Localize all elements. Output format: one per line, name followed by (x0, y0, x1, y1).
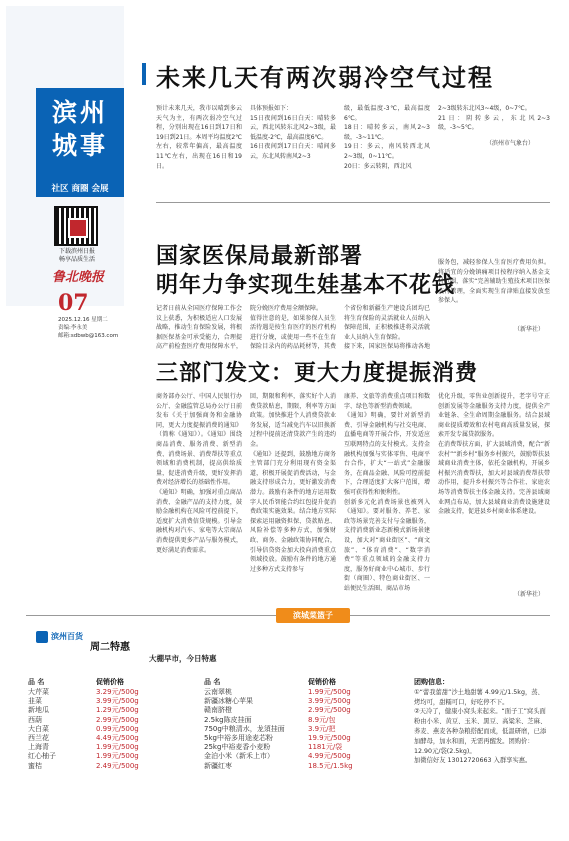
article3-col1: 商务部办公厅、中国人民银行办公厅、金融监管总局办公厅日前发布《关于加强商务和金融协同，更大力度提振消费的通知》（简称《通知》）。《通知》围绕商品消费、服务消费、新型消费、消费场景、消费帮扶等重点领域和消费机制，提高供给质量，促进消费升级，更好发挥消费对经济增长的基础性作用。 《通知》明确，加强对重点商品消费、金融产品的支持力度，鼓励金融机构在风险可控前提下，适度扩大消费信贷规模。引导金融机构对汽车、家电等大宗商品消费提供更多产品与服务模式，更好满足消费需求。 (156, 393, 242, 554)
product-name: 上海青 (28, 743, 49, 752)
weekly-title: 周二特惠 (90, 642, 130, 653)
article3-credit: （新华社） (514, 591, 545, 598)
col-header-price: 促销价格 (308, 678, 336, 686)
notice-body: ①“蕾我蕾甜”沙土地甜薯 4.99元/1.5kg，蒸、烤均可，甜糯可口，好吃停不下。 ②天冷了，健康小窝头来起来。“面子工”窝头面粉由小米、黄豆、玉米、黑豆、高粱米、芝麻、荞麦、燕麦各种杂粮搭配而成，低温研磨，已添加酵母，加水和面，无需再醒发。团购价：12.90元/袋(2.5kg)。 加微信好友 13012720663 入群享实惠。 (414, 688, 547, 765)
article1-col2: 具体预报如下： 15日夜间到16日白天：晴转多云，西北风转东北风2~3级，最低温度-2℃，最高温度6℃。 16日夜间到17日白天：晴间多云，东北风转南风2~3 (250, 105, 336, 160)
product-price: 3.99元/500g (96, 697, 139, 706)
product-price: 1.99元/500g (96, 752, 139, 761)
section-title-line1: 滨州 (51, 98, 108, 127)
product-price: 18.5元/1.5kg (308, 761, 353, 770)
price-table-2 (204, 678, 404, 788)
product-name: 金泊小米（新禾上市） (204, 752, 274, 761)
col-header-product: 品 名 (204, 678, 221, 686)
product-name: 新疆红枣 (204, 761, 232, 770)
section-title-line2: 城事 (51, 131, 108, 160)
product-name: 西葫 (28, 715, 42, 724)
article1-col1: 预计未来几天，我市以晴到多云天气为主，有两次弱冷空气过程，分别出现在16日到17日和19日到21日。本周平均温度2℃左右，较常年偏高，最高温度11℃左右，出现在16日和19日。 (156, 105, 242, 170)
section-subtitle: 社区 商圈 会展 (36, 181, 124, 197)
product-price: 3.9元/把 (308, 724, 336, 733)
product-price: 2.99元/500g (96, 715, 139, 724)
article1-col3: 级，最低温度-3℃，最高温度6℃。 18日：晴转多云，南风2~3级，-3~11℃。 19日：多云，南风转西北风2~3级，0~11℃。 20日：多云转阴，西北风 (344, 105, 430, 170)
product-name: 云南翠桃 (204, 688, 232, 696)
product-price: 3.29元/500g (96, 688, 139, 696)
product-price: 0.99元/500g (96, 724, 139, 733)
article1-headline: 未来几天有两次弱冷空气过程 (156, 58, 494, 93)
product-name: 2.5kg陈皮挂面 (204, 715, 252, 724)
page-number: 07 (58, 290, 89, 316)
product-price: 8.9元/包 (308, 715, 336, 724)
col-header-product: 品 名 (28, 678, 45, 686)
product-name: 750g中粮清水，龙須挂面 (204, 724, 285, 733)
product-price: 1.99元/500g (308, 688, 351, 696)
product-name: 5kg中裕多用途麦芯粉 (204, 734, 273, 742)
article2-col4: 服务包，减轻参保人生育医疗费用负担。将适宜的分娩镇痛项目按程序纳入基金支付范围，落实“完善辅助生殖技术项目医保支付管理，全面实现生育津贴直接发放至参保人。 (438, 259, 550, 305)
qr-code-icon[interactable] (54, 206, 98, 246)
article3-col3: 康养、文旅等消费重点项目和数字、绿色等新型消费领域。 《通知》明确，要针对新型消费、引导金融机构与社交电商、直播电商等开展合作，开发适应互联网特点的支付模式。支持金融机构加强与实体零售、电商平台合作，扩大“一站式”金融服务，在商品金融、风险可控前提下，合理适度扩大客户范围，增强可获得性和便利性。 创新多元化消费场景也被列入《通知》。要对服务、养老、家政等场景完善支付与金融服务，支持消费新业态新模式新场景建设，加大对“商业街区”、“商文旅”、“体育消费”、“数字消费”等重点领域的金融支持力度，服务好商业中心城市、步行街（商圈）、特色商业街区、一站便民生活圈、商品市场 (344, 393, 430, 592)
section-title-block (36, 88, 124, 196)
product-name: 25kg中裕麦香小麦粉 (204, 743, 271, 752)
product-name: 红心柚子 (28, 752, 56, 761)
product-price: 2.49元/500g (96, 761, 139, 770)
article2-col2: 院分娩医疗费用全额保障。 值得注意的是，如果参保人员生活待遇是按生育医疗的医疗机构进行分娩，或使用一些不在生育保险目录内的药品耗材等，其费 (250, 305, 336, 351)
col-header-price: 促销价格 (96, 678, 124, 686)
article1-credit: （滨州市气象台） (486, 140, 535, 147)
product-name: 韭菜 (28, 697, 42, 706)
article3-col2: 回，期限和利率，落实好个人消费贷款贴息，期限，利率等方面政策。加快推进个人消费贷款业务发展，适当减免汽车以旧换新过程中提前还清贷款产生的违约金。 《通知》还提到，鼓励地方商务主管部门充分利用现有资金渠道，积极开展促消费活动，与金融支持形成合力，更好激发消费潜力。鼓励有条件的地方运用数字人民币智能合约红包提升促消费政策实施效果。结合地方实际探索运用融资担保、贷款贴息、风险补偿等多种方式，加强财政、商务、金融政策协同配合，引导信贷资金加大投向消费重点领域投放。鼓励有条件的地方通过多种方式支持参与 (250, 393, 336, 573)
article3-headline: 三部门发文：更大力度提振消费 (156, 360, 479, 386)
product-price: 2.99元/500g (308, 706, 351, 715)
issue-meta (58, 316, 124, 340)
editor: 责编:李永美 (58, 325, 88, 331)
product-price: 1181元/袋 (308, 743, 343, 752)
product-name: 大白菜 (28, 724, 49, 733)
product-name: 蜜桔 (28, 761, 42, 770)
divider (156, 202, 550, 203)
price-table-1 (28, 678, 188, 788)
article2-headline-line1: 国家医保局最新部署 (156, 243, 364, 269)
product-name: 西兰花 (28, 734, 49, 742)
newspaper-logo: 鲁北晚报 (51, 270, 104, 285)
product-name: 新疆冰糖心苹果 (204, 697, 253, 706)
product-price: 4.49元/500g (96, 734, 139, 742)
article2-credit: （新华社） (514, 326, 545, 333)
market-banner: 滨城菜篮子 (276, 608, 350, 623)
product-name: 新地瓜 (28, 706, 49, 715)
group-buy-notice (414, 678, 549, 766)
email: 邮箱:sdbwb@163.com (58, 333, 119, 339)
store-name: 滨州百货 (51, 632, 83, 641)
product-price: 19.9元/500g (308, 734, 351, 742)
market-slogan: 大棚早市，今日特惠 (149, 654, 217, 663)
product-price: 3.99元/500g (308, 697, 351, 706)
article1-col4: 2~3级转东北风3~4级，0~7℃。 21日：阴转多云，东北风2~3级，-3~5℃。 (438, 105, 550, 132)
qr-caption: 下载滨州日报 畅享品质生活 (58, 248, 95, 263)
article2-col1: 记者日前从全国医疗保障工作会议上获悉，为积极适应人口发展战略，推动生育保险发展，将根据医保基金可承受能力，合理提高产前检查医疗费用保障水平， (156, 305, 242, 351)
article3-col4: 优化升级，零售业创新提升，老字号守正创新发展等金融服务支持力度，提供全产业链条、全生命周期金融服务。结合县域商业提质增效和农村电商高质量发展，探索开发专属贷款服务。 在消费帮扶方面，扩大县域消费，配合“新农村”“新乡村”服务乡村振兴，鼓励帮扶县域商业消费主体，依托金融机构，开展乡村振兴消费帮扶，加大对县域消费帮扶带动作用，提升乡村振兴等合作社、家庭农场等消费帮扶主体金融支持。完善县域商业网点布局，加大县域商业消费设施建设金融支持，促进县乡村商业体系建设。 (438, 393, 550, 516)
product-price: 1.99元/500g (96, 743, 139, 752)
store-logo-icon (36, 631, 48, 643)
product-price: 4.99元/500g (308, 752, 351, 761)
product-name: 大芹菜 (28, 688, 49, 696)
issue-date: 2025.12.16 星期二 (58, 317, 108, 323)
notice-title: 团购信息： (414, 678, 449, 686)
newspaper-page (6, 6, 563, 835)
product-price: 1.29元/500g (96, 706, 139, 715)
article2-col3: 个省份和新疆生产建设兵团均已将生育保险的灵活就业人员纳入保障范围，正积极推进将灵活就业人员纳入生育保险。 接下来，国家医保局将推动各地 (344, 305, 430, 351)
product-name: 赣南脐橙 (204, 706, 232, 715)
article2-headline-line2: 明年力争实现生娃基本不花钱 (156, 272, 456, 298)
